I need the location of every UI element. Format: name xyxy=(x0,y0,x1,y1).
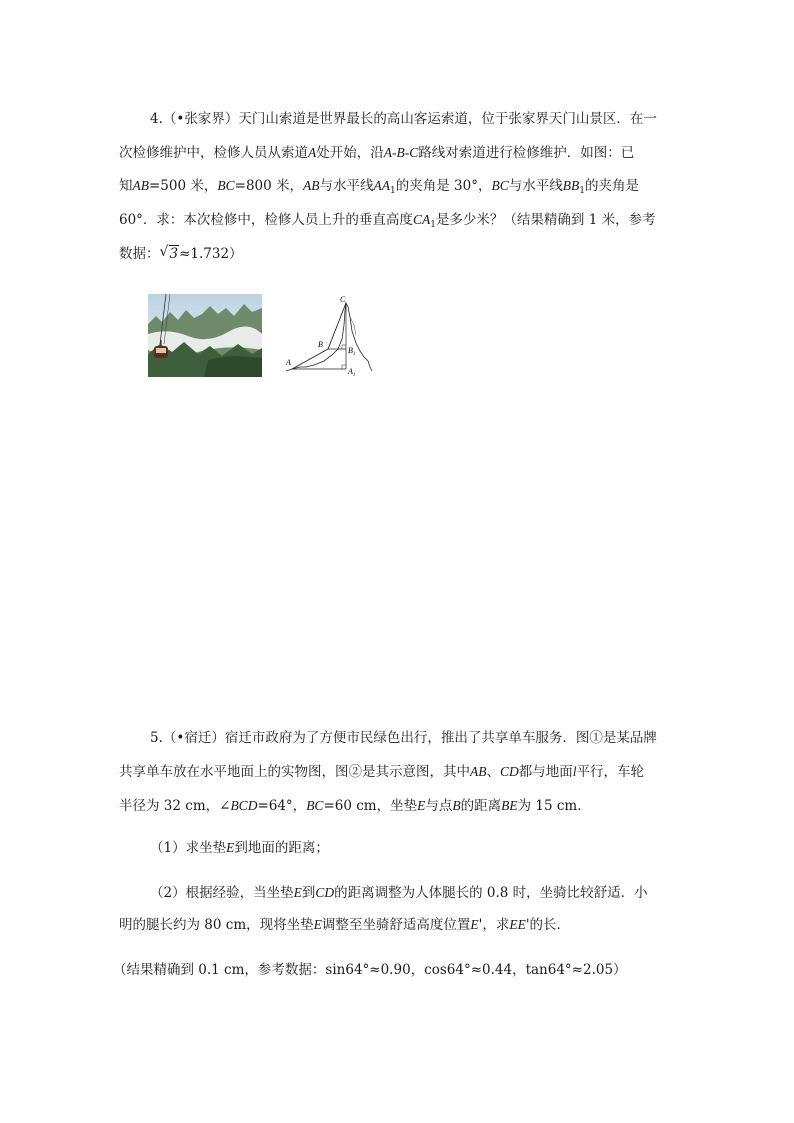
var: A xyxy=(308,145,317,160)
text: 到地面的距离； xyxy=(234,840,329,856)
p5-line-1: 5.（•宿迁）宿迁市政府为了方便市民绿色出行，推出了共享单车服务．图①是某品牌 xyxy=(150,730,657,746)
text: 数据： xyxy=(119,246,160,262)
right-angle-a1 xyxy=(342,365,346,369)
var: E xyxy=(313,917,322,932)
p4-line-5 xyxy=(119,244,243,264)
var: EE xyxy=(509,917,526,932)
var: E xyxy=(226,840,235,855)
geometry-diagram xyxy=(284,295,388,378)
p5-line-3 xyxy=(119,796,591,816)
text: 路线对索道进行检修维护．如图：已 xyxy=(418,145,635,161)
var: BC xyxy=(491,178,509,193)
text: （2）根据经验，当坐垫 xyxy=(150,885,294,901)
label-a1-sub: 1 xyxy=(352,373,356,378)
text: 60°．求：本次检修中，检修人员上升的垂直高度 xyxy=(119,212,413,228)
label-a1-main: A xyxy=(348,367,353,376)
text: 次检修维护中，检修人员从索道 xyxy=(119,145,308,161)
text: （1）求坐垫 xyxy=(150,840,227,856)
p4-line-2 xyxy=(119,143,634,163)
var: BCD xyxy=(230,798,258,813)
var: AB xyxy=(470,764,487,779)
right-angle-b1 xyxy=(342,345,346,349)
var: AA xyxy=(373,178,391,193)
var: A-B-C xyxy=(383,145,419,160)
p4-line-1: 4.（•张家界）天门山索道是世界最长的高山客运索道，位于张家界天门山景区．在一 xyxy=(150,111,657,127)
text: 明的腿长约为 80 cm，现将坐垫 xyxy=(119,917,314,933)
segment-bc xyxy=(328,303,346,349)
text: 都与地面 xyxy=(518,764,573,780)
geometry-diagram-art xyxy=(284,295,388,378)
text: =500 米， xyxy=(149,178,218,194)
label-b1-main: B xyxy=(348,346,353,355)
text: =64°， xyxy=(257,798,307,814)
text: 知 xyxy=(119,178,133,194)
label-a1 xyxy=(347,367,355,378)
text: 共享单车放在水平地面上的实物图，图②是其示意图，其中 xyxy=(119,764,470,780)
cable-car-photo-art xyxy=(148,294,262,377)
text: =60 cm，坐垫 xyxy=(323,798,418,814)
radicand: 3 xyxy=(169,246,179,262)
p5-question-1 xyxy=(150,838,329,858)
var: BC xyxy=(217,178,235,193)
p4-line-4 xyxy=(119,210,656,235)
p5-line-2 xyxy=(119,762,644,782)
var: AB xyxy=(303,178,320,193)
text: ≈1.732） xyxy=(179,246,243,262)
subscript: 1 xyxy=(579,186,585,196)
cable-car-photo xyxy=(148,294,262,377)
var: BB xyxy=(562,178,580,193)
var: BC xyxy=(306,798,324,813)
var: BE xyxy=(501,798,518,813)
text: 与水平线 xyxy=(319,178,374,194)
var: E xyxy=(293,885,302,900)
text: 的距离 xyxy=(460,798,502,814)
p5-question-2-line-2 xyxy=(119,915,570,935)
label-b1-sub: 1 xyxy=(352,352,356,357)
text: '，求 xyxy=(478,917,510,933)
mountain-outline xyxy=(286,303,372,371)
text: 与水平线 xyxy=(508,178,563,194)
text: 、 xyxy=(486,764,500,780)
var: AB xyxy=(132,178,149,193)
text: 的夹角是 xyxy=(584,178,639,194)
p5-question-2-line-1 xyxy=(150,883,648,903)
label-b1 xyxy=(348,346,355,357)
text: 的距离调整为人体腿长的 0.8 时，坐骑比较舒适．小 xyxy=(334,885,648,901)
label-c: C xyxy=(340,295,346,304)
text: '的长． xyxy=(525,917,571,933)
text: 为 15 cm． xyxy=(517,798,591,814)
text: 的夹角是 30°， xyxy=(395,178,492,194)
subscript: 1 xyxy=(430,220,436,230)
text: 处开始，沿 xyxy=(316,145,384,161)
sqrt-expression xyxy=(160,244,180,264)
text: 是多少米？（结果精确到 1 米，参考 xyxy=(435,212,656,228)
label-b: B xyxy=(318,340,323,349)
text: 与点 xyxy=(425,798,453,814)
var: CA xyxy=(412,212,431,227)
var: CD xyxy=(500,764,519,779)
subscript: 1 xyxy=(390,186,396,196)
var: B xyxy=(452,798,461,813)
var: E xyxy=(417,798,426,813)
var: CD xyxy=(315,885,335,900)
text: 平行，车轮 xyxy=(576,764,645,780)
var: l xyxy=(572,764,577,779)
p5-reference-note: （结果精确到 0.1 cm，参考数据：sin64°≈0.90，cos64°≈0.44，tan64°≈2.05） xyxy=(113,962,627,978)
p4-line-3 xyxy=(119,176,639,201)
text: =800 米， xyxy=(234,178,304,194)
var: E xyxy=(470,917,479,932)
radical-sign: √ xyxy=(159,244,169,260)
text: 半径为 32 cm，∠ xyxy=(119,798,231,814)
text: 调整至坐骑舒适高度位置 xyxy=(321,917,471,933)
text: 到 xyxy=(301,885,316,901)
label-a: A xyxy=(286,358,291,367)
